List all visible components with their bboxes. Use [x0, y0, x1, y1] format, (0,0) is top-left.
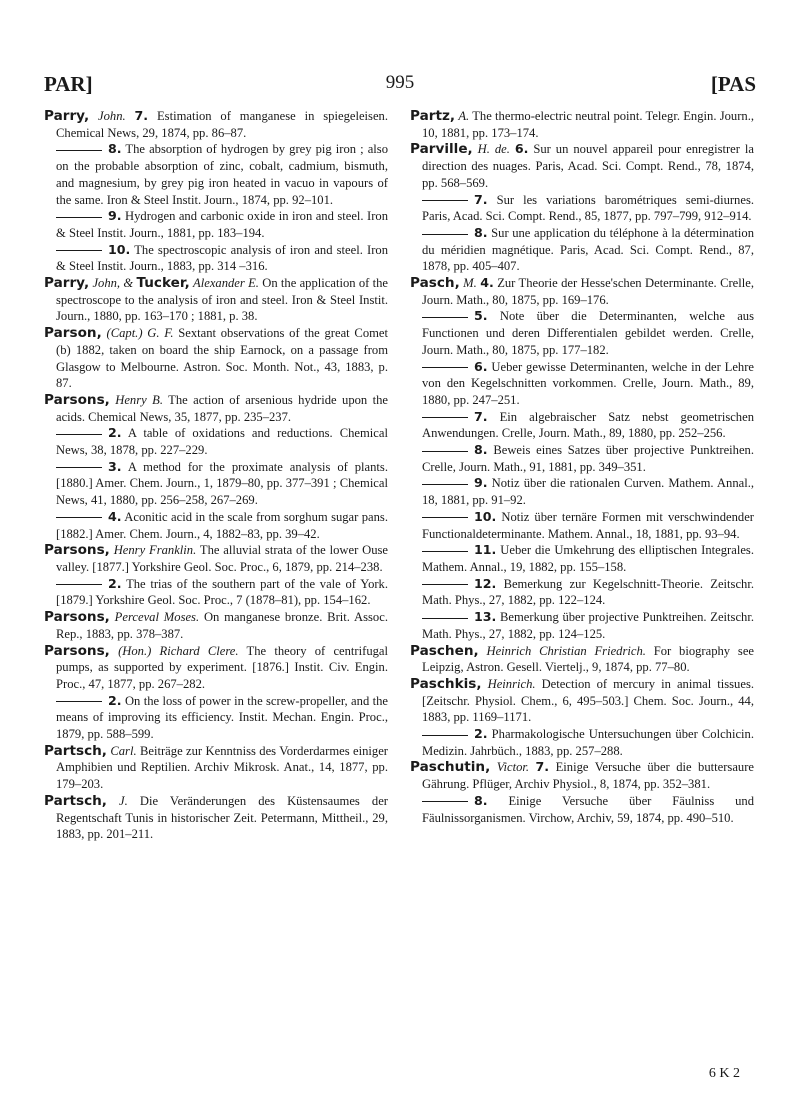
author-name: Partsch, [44, 742, 107, 759]
author-name: Partsch, [44, 792, 107, 809]
ditto-dash [56, 250, 102, 251]
entry-text: Estimation of manganese in spiegeleisen. Chemical News, 29, 1874, pp. 86–87. [56, 109, 388, 140]
entry-text: On manganese bronze. Brit. Assoc. Rep., 1883, pp. 378–387. [56, 610, 388, 641]
entry-text: A method for the proximate analysis of plants. [1880.] Amer. Chem. Journ., 1, 1879–80, pp. 377–391 ; Chemical News, 41, 1880, pp. 256–258, 267–269. [56, 459, 388, 508]
entry-text: Einige Versuche über Fäulniss und Fäulnissorganismen. Virchow, Archiv, 59, 1874, pp. 490–510. [422, 793, 754, 825]
bibliography-entry [410, 726, 754, 759]
bibliography-entry [410, 793, 754, 826]
entry-text: The theory of centrifugal pumps, as supported by experiment. [1876.] Instit. Civ. Engin. Proc., 47, 1877, pp. 267–282. [56, 643, 388, 691]
entry-number: 6. [514, 141, 529, 157]
entry-text: The alluvial strata of the lower Ouse valley. [1877.] Yorkshire Geol. Soc. Proc., 6, 1879, pp. 214–238. [56, 543, 389, 574]
author-given-name: Heinrich Christian Friedrich. [486, 643, 646, 658]
ditto-dash [422, 584, 468, 585]
entry-number: 4. [108, 508, 122, 524]
entry-text: Sur une application du téléphone à la détermination du méridien magnétique. Paris, Acad. Sci. Compt. Rend., 87, 1878, pp. 405–407. [422, 225, 754, 274]
entry-number: 8. [474, 792, 488, 808]
bibliography-entry [44, 141, 388, 208]
entry-number: 3. [108, 458, 122, 474]
author-given-name: Carl. [110, 743, 137, 758]
entry-number: 2. [474, 726, 488, 742]
coauthor-name: Tucker, [136, 275, 190, 292]
bibliography-entry [410, 108, 754, 141]
entry-text: Note über die Determinanten, welche aus Functionen und deren Differentialen gebildet werden. Crelle, Journ. Math., 80, 1875, pp. 177–182. [422, 309, 754, 357]
ditto-dash [56, 434, 102, 435]
entry-number: 6. [474, 358, 488, 374]
bibliography-entry [410, 676, 754, 726]
ditto-dash [422, 234, 468, 235]
ditto-dash [422, 618, 468, 619]
entry-text: A table of oxidations and reductions. Chemical News, 38, 1878, pp. 227–229. [56, 426, 388, 458]
bibliography-entry [410, 609, 754, 642]
author-given-name: H. de. [477, 142, 510, 157]
entry-number: 8. [108, 141, 122, 157]
author-name: Parville, [410, 141, 473, 158]
entry-text: For biography see Leipzig, Astron. Gesell. Viertelj., 9, 1874, pp. 77–80. [422, 643, 755, 675]
entry-text: On the application of the spectroscope to the analysis of iron and steel. Iron & Steel Instit. Journ., 1880, pp. 163–170 ; 1881, p. 38. [56, 276, 388, 324]
bibliography-entry [410, 576, 754, 609]
entry-text: Notiz über ternäre Formen mit verschwindender Functionaldeterminante. Mathem. Annal., 18, 1881, pp. 93–94. [422, 509, 754, 541]
bibliography-entry [44, 793, 388, 843]
bibliography-entry [410, 192, 754, 225]
entry-text: Pharmakologische Untersuchungen über Colchicin. Medizin. Jahrbüch., 1883, pp. 257–288. [422, 727, 754, 758]
entry-text: Detection of mercury in animal tissues. [Zeitschr. Physiol. Chem., 6, 495–503.] Chem. Soc. Journ., 44, 1883, pp. 1169–1171. [422, 676, 754, 725]
bibliography-entry [410, 275, 754, 308]
entry-number: 8. [474, 442, 488, 458]
entry-number: 7. [535, 759, 550, 775]
entry-number: 9. [474, 475, 488, 491]
bibliography-entry [44, 576, 388, 609]
bibliography-entry [44, 242, 388, 275]
ditto-dash [422, 200, 468, 201]
bibliography-entry [410, 308, 754, 358]
ditto-dash [422, 801, 468, 802]
author-name: Parsons, [44, 642, 110, 659]
entry-text: Notiz über die rationalen Curven. Mathem. Annal., 18, 1881, pp. 91–92. [422, 476, 754, 508]
bibliography-entry [410, 141, 754, 191]
bibliography-entry [44, 425, 388, 458]
bibliography-entry [44, 509, 388, 542]
author-given-name: Heinrich. [487, 676, 536, 691]
ditto-dash [422, 417, 468, 418]
bibliography-entry [410, 475, 754, 508]
author-name: Paschutin, [410, 759, 491, 776]
entry-text: Ueber die Umkehrung des elliptischen Integrales. Mathem. Annal., 19, 1882, pp. 155–158. [422, 543, 754, 574]
bibliography-entry [44, 643, 388, 693]
entry-number: 10. [474, 508, 497, 524]
entry-text: The trias of the southern part of the vale of York. [1879.] Yorkshire Geol. Soc. Proc., 7 (1878–81), pp. 154–162. [56, 576, 389, 608]
entry-number: 2. [108, 425, 122, 441]
ditto-dash [422, 317, 468, 318]
right-column [410, 108, 754, 826]
entry-number: 11. [474, 542, 497, 558]
entry-number: 10. [108, 241, 131, 257]
entry-text: The absorption of hydrogen by grey pig iron ; also on the probable absorption of zinc, cobalt, cadmium, bismuth, and magnesium, by grey pig iron heated in vacuo in vapours of the same. Iron & Steel Instit. Journ., 1874, pp. 92–101. [56, 142, 389, 207]
entry-number: 12. [474, 575, 497, 591]
author-name: Parsons, [44, 391, 110, 408]
author-name: Paschen, [410, 642, 479, 659]
bibliography-entry [410, 759, 754, 792]
author-given-name: (Capt.) G. F. [106, 326, 174, 341]
author-name: Parry, [44, 275, 90, 292]
entry-number: 2. [108, 575, 122, 591]
bibliography-entry [44, 208, 388, 241]
ditto-dash [422, 735, 468, 736]
ditto-dash [422, 484, 468, 485]
ditto-dash [56, 217, 102, 218]
bibliography-entry [410, 542, 754, 575]
bibliography-entry [410, 509, 754, 542]
author-given-name: Victor. [496, 760, 530, 775]
header-right: [PAS [710, 72, 756, 96]
bibliography-entry [44, 743, 388, 793]
bibliography-entry [410, 359, 754, 409]
bibliography-entry [44, 392, 388, 425]
signature-mark: 6 K 2 [708, 1066, 740, 1081]
entry-text: Beweis eines Satzes über projective Punktreihen. Crelle, Journ. Math., 91, 1881, pp. 349–351. [422, 443, 754, 474]
ditto-dash [422, 367, 468, 368]
author-given-name: (Hon.) Richard Clere. [118, 643, 239, 658]
entry-text: Sur un nouvel appareil pour enregistrer la direction des nuages. Paris, Acad. Sci. Compt. Rend., 78, 1874, pp. 568–569. [422, 142, 754, 190]
bibliography-entry [44, 275, 388, 325]
entry-text: The spectroscopic analysis of iron and steel. Iron & Steel Instit. Journ., 1883, pp. 314 –316. [56, 242, 388, 274]
author-given-name: John, & [92, 276, 137, 291]
entry-text: Ueber gewisse Determinanten, welche in der Lehre von den Kegelschnitten vorkommen. Crelle, Journ. Math., 89, 1880, pp. 247–251. [422, 359, 755, 407]
entry-text: Sextant observations of the great Comet (b) 1882, taken on board the ship Earnock, on a passage from Glasgow to Melbourne. Astron. Soc. Month. Not., 43, 1883, p. 87. [56, 326, 388, 391]
author-name: Parsons, [44, 609, 110, 626]
author-given-name: J. [119, 793, 128, 808]
ditto-dash [422, 517, 468, 518]
page-header [44, 72, 756, 106]
entry-text: Bemerkung über projective Punktreihen. Zeitschr. Math. Phys., 27, 1882, pp. 124–125. [422, 610, 754, 641]
bibliography-entry [410, 442, 754, 475]
bibliography-entry [44, 325, 388, 392]
author-name: Pasch, [410, 275, 460, 292]
author-name: Partz, [410, 108, 456, 124]
entry-text: Bemerkung zur Kegelschnitt-Theorie. Zeitschr. Math. Phys., 27, 1882, pp. 122–124. [422, 576, 754, 608]
entry-number: 13. [474, 609, 497, 625]
header-left: PAR] [44, 72, 93, 96]
left-column [44, 108, 388, 843]
entry-text: Beiträge zur Kenntniss des Vorderdarmes einiger Amphibien und Reptilien. Archiv Mikrosk. Anat., 14, 1877, pp. 179–203. [56, 743, 388, 792]
ditto-dash [56, 150, 102, 151]
bibliography-entry [44, 542, 388, 575]
entry-text: Sur les variations barométriques semi-diurnes. Paris, Acad. Sci. Compt. Rend., 85, 1877, pp. 797–799, 912–914. [422, 192, 754, 224]
entry-text: Ein algebraischer Satz nebst geometrischen Anwendungen. Crelle, Journ. Math., 89, 1880, pp. 252–256. [422, 409, 754, 441]
author-name: Parson, [44, 325, 102, 342]
entry-number: 7. [474, 191, 488, 207]
entry-number: 4. [480, 275, 494, 291]
entry-number: 7. [134, 108, 149, 123]
ditto-dash [56, 584, 102, 585]
entry-text: The action of arsenious hydride upon the acids. Chemical News, 35, 1877, pp. 235–237. [56, 392, 389, 424]
ditto-dash [56, 467, 102, 468]
author-given-name: M. [463, 276, 477, 291]
bibliography-entry [44, 693, 388, 743]
bibliography-entry [410, 643, 754, 676]
bibliography-entry [44, 609, 388, 642]
author-given-name: Perceval Moses. [114, 610, 200, 625]
entry-text: Hydrogen and carbonic oxide in iron and steel. Iron & Steel Instit. Journ., 1881, pp. 183–194. [56, 209, 388, 240]
coauthor-given-name: Alexander E. [193, 276, 259, 291]
bibliography-entry [44, 459, 388, 509]
entry-text: Zur Theorie der Hesse'schen Determinante. Crelle, Journ. Math., 80, 1875, pp. 169–176. [422, 276, 754, 307]
entry-text: Einige Versuche über die buttersaure Gährung. Pflüger, Archiv Physiol., 8, 1874, pp. 352–381. [422, 760, 755, 792]
author-name: Parry, [44, 108, 90, 124]
author-given-name: John. [98, 109, 126, 123]
entry-number: 8. [474, 224, 488, 240]
entry-number: 2. [108, 692, 122, 708]
author-given-name: A. [458, 109, 470, 123]
bibliography-entry [410, 225, 754, 275]
entry-text: Aconitic acid in the scale from sorghum sugar pans. [1882.] Amer. Chem. Journ., 4, 1882–83, pp. 39–42. [56, 509, 388, 541]
entry-number: 5. [474, 308, 488, 324]
entry-text: On the loss of power in the screw-propeller, and the means of improving its efficiency. Instit. Mechan. Engin. Proc., 1879, pp. 588–599. [56, 693, 388, 742]
ditto-dash [422, 551, 468, 552]
page-number: 995 [385, 72, 415, 93]
ditto-dash [56, 701, 102, 702]
entry-text: Die Veränderungen des Küstensaumes der Regentschaft Tunis in historischer Zeit. Petermann, Mittheil., 29, 1883, pp. 201–211. [56, 793, 388, 842]
author-name: Paschkis, [410, 675, 482, 692]
author-given-name: Henry Franklin. [113, 543, 197, 558]
entry-number: 9. [108, 208, 122, 224]
bibliography-entry [410, 409, 754, 442]
author-name: Parsons, [44, 542, 110, 559]
entry-text: The thermo-electric neutral point. Telegr. Engin. Journ., 10, 1881, pp. 173–174. [422, 109, 755, 140]
ditto-dash [422, 451, 468, 452]
ditto-dash [56, 517, 102, 518]
author-given-name: Henry B. [115, 392, 163, 407]
bibliography-entry [44, 108, 388, 141]
entry-number: 7. [474, 408, 488, 424]
